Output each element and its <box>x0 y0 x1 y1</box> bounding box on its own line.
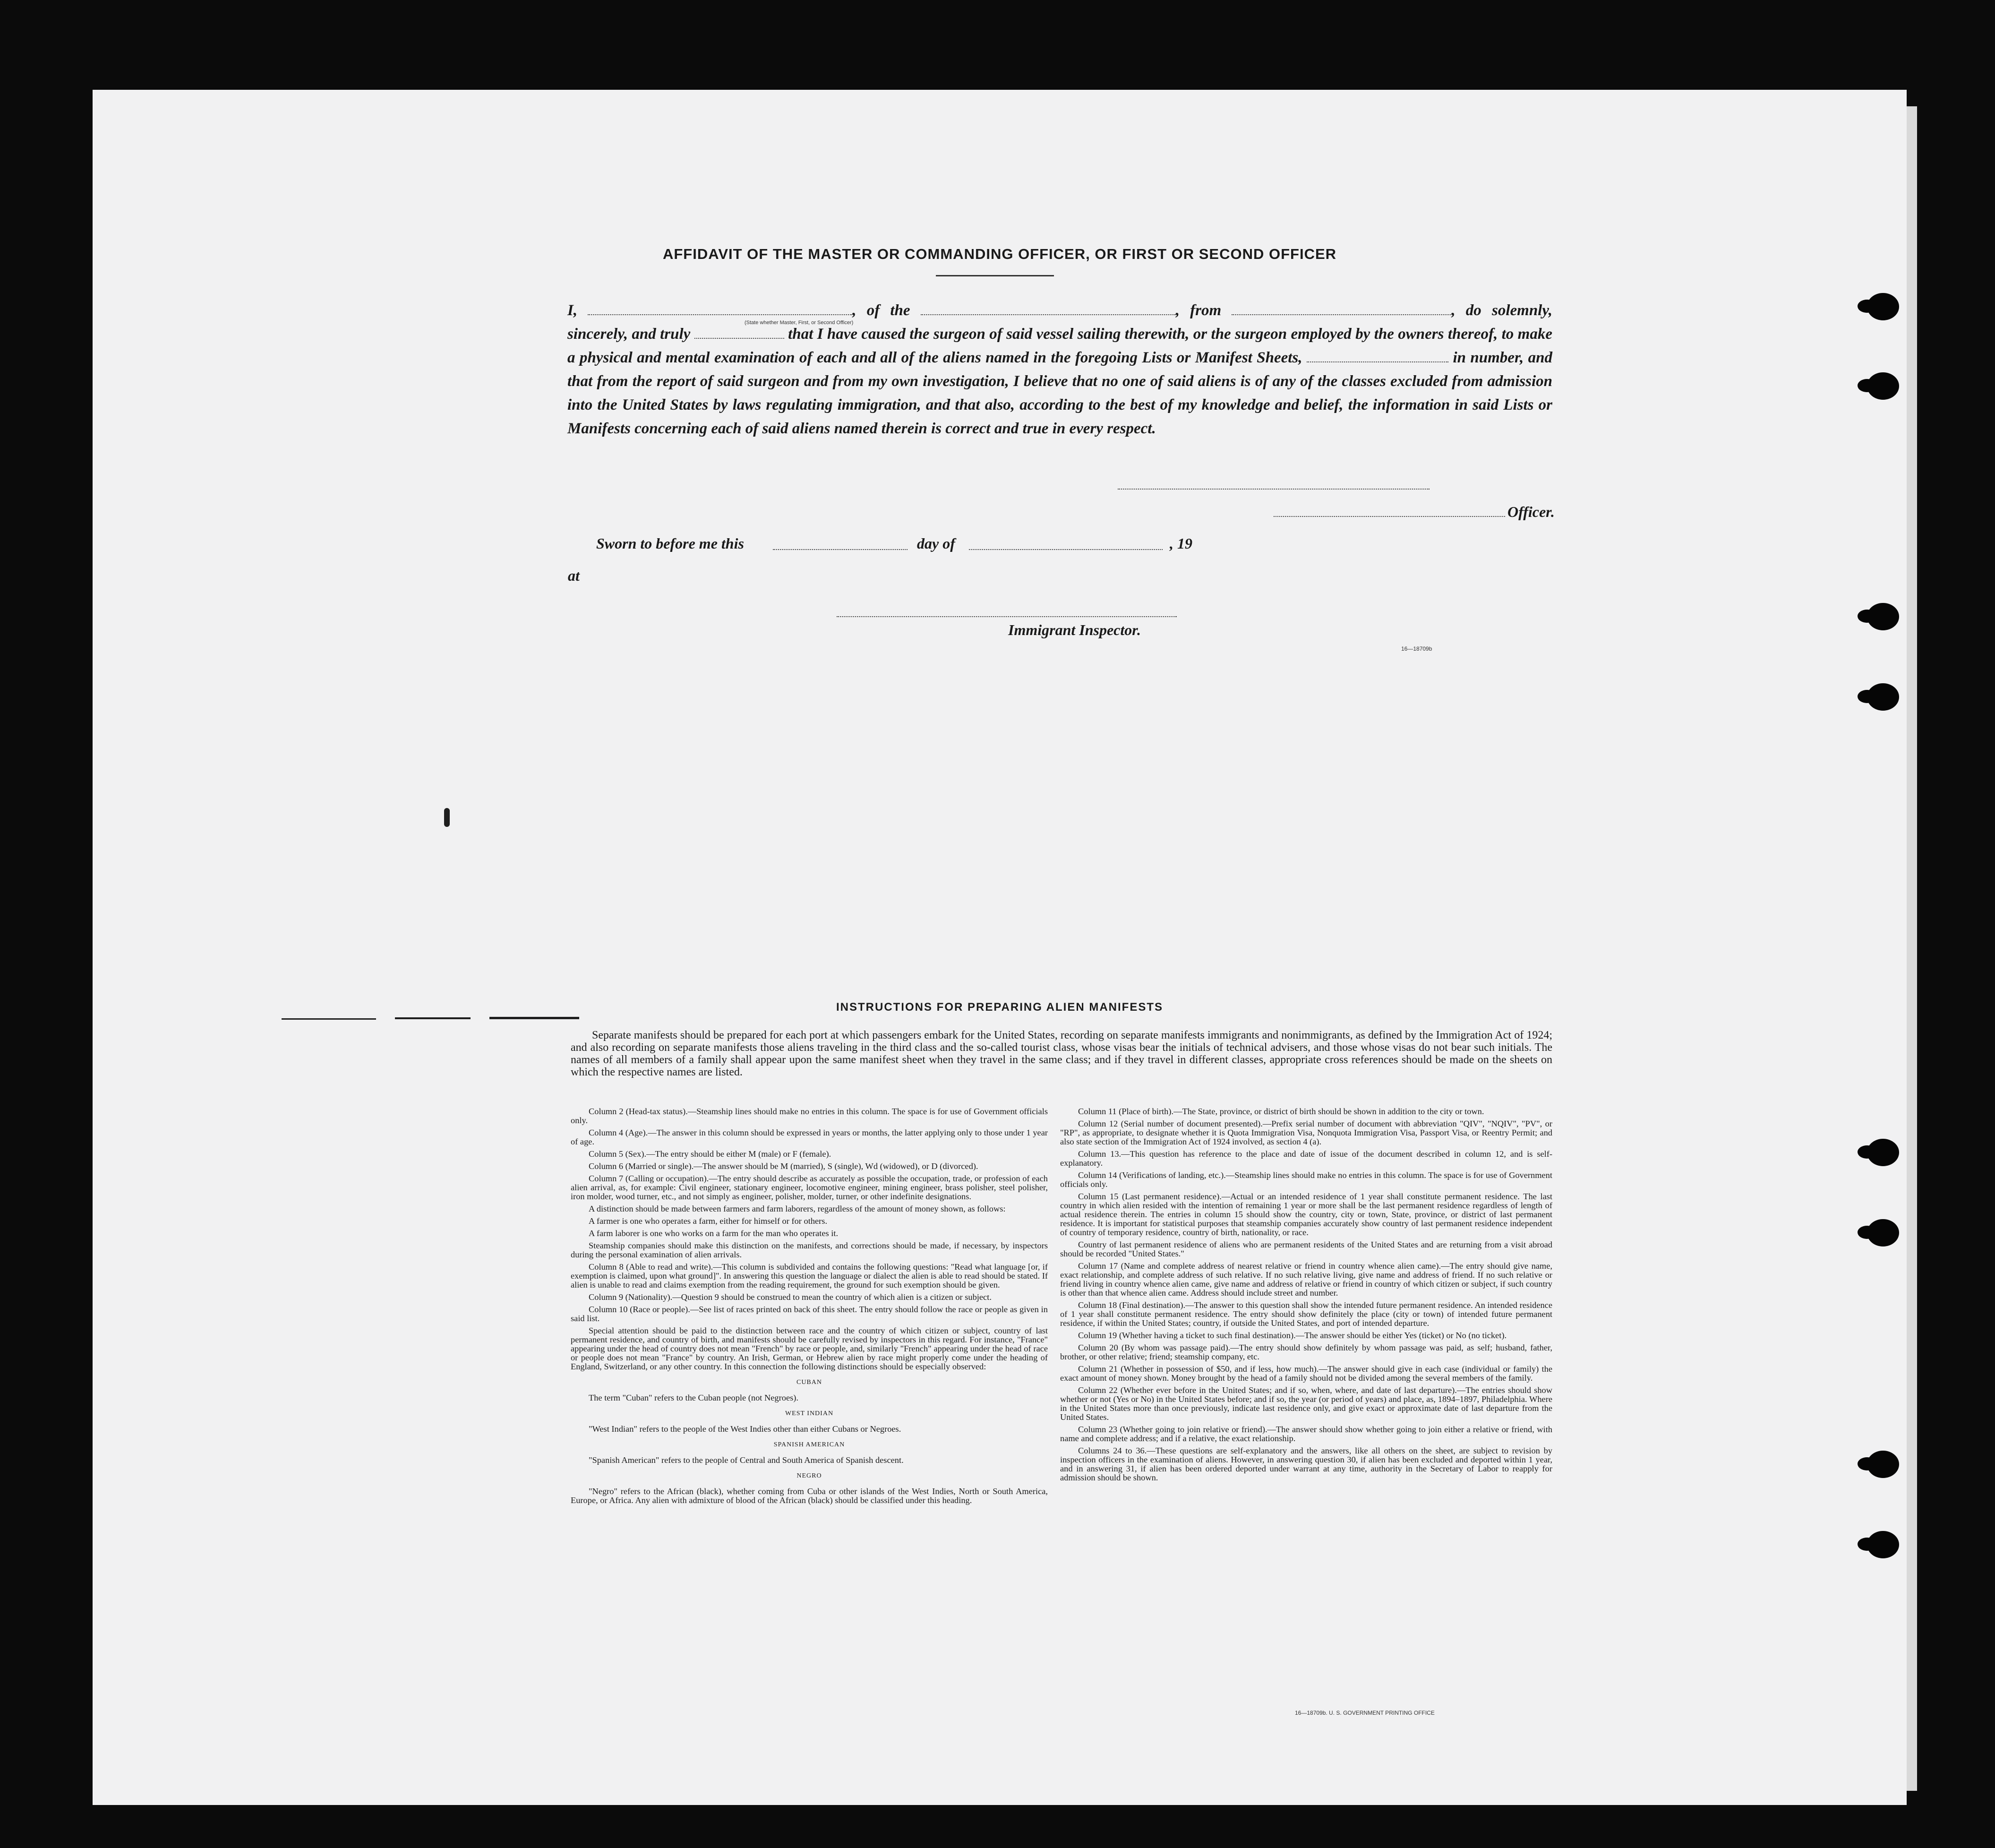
negro-definition: "Negro" refers to the African (black), whether coming from Cuba or other islands of the West Indies, North or South America, Europe, or Africa. Any alien with admixture of blood of the African (black) should be classified under this heading. <box>571 1487 1048 1505</box>
affidavit-investigation-clause: in number, and that from the report of said surgeon and from my own investigation, I believe that no one of said aliens is of any of the classes excluded from admission into the United States by laws regulating immigration, and that also, according to the best of my knowledge and belief, the information in said Lists or Manifests concerning each of said aliens named therein is correct and true in every respect. <box>567 349 1553 437</box>
scan-streak <box>395 1017 471 1019</box>
form-code: 16—18709b <box>1401 645 1432 652</box>
instruction-paragraph: Column 2 (Head-tax status).—Steamship lines should make no entries in this column. The space is for use of Government officials only. <box>571 1107 1048 1125</box>
vessel-name-blank[interactable] <box>921 303 1176 315</box>
instruction-paragraph: Column 22 (Whether ever before in the United States; and if so, when, where, and date of last departure).—The entries should show whether or not (Yes or No) in the United States before; and if so, the year (or period of years) and place, as, 1894–1897, Philadelphia. Where in the United States more than once previously, indicate last residence only, and give exact or approximate date of last departure from the United States. <box>1060 1385 1552 1422</box>
punch-hole <box>1867 683 1899 711</box>
instruction-paragraph: Column 8 (Able to read and write).—This column is subdivided and contains the following questions: "Read what language [or, if exemption is claimed, upon what ground]". In answering this question the language or dialect the alien is able to read should be stated. If alien is unable to read and claims exemption from the reading requirement, the ground for such exemption should be given. <box>571 1262 1048 1289</box>
instruction-paragraph: Column 9 (Nationality).—Question 9 should be construed to mean the country of which alien is a citizen or subject. <box>589 1292 992 1302</box>
instruction-paragraph: Column 7 (Calling or occupation).—The entry should describe as accurately as possible the occupation, trade, or profession of each alien arrival, as, for example: Civil engineer, stationary engineer, locomotive engineer, mining engineer, brass polisher, steel polisher, iron molder, wood turner, etc., and not simply as engineer, polisher, molder, turner, or other indefinite designations. <box>571 1174 1048 1201</box>
instruction-paragraph: Column 13.—This question has reference to the place and date of issue of the document described in column 12, and is self-explanatory. <box>1060 1149 1552 1168</box>
cuban-definition: The term "Cuban" refers to the Cuban people (not Negroes). <box>589 1393 798 1402</box>
affidavit-do: , do <box>1451 302 1481 319</box>
affidavit-i: I, <box>567 302 578 319</box>
instructions-intro: Separate manifests should be prepared for each port at which passengers embark for the United States, recording on separate manifests immigrants and nonimmigrants, as defined by the Immigration Act of 1924; and also recording on separate manifests those aliens traveling in the third class and the so-called tourist class, whose visas bear the initials of technical advisers, and those whose visas do not bear such initials. The names of all members of a family shall appear upon the same manifest sheet when they travel in the same class; and if they travel in different classes, appropriate cross references should be made on the sheets on which the respective names are listed. <box>571 1029 1552 1078</box>
instruction-paragraph: Country of last permanent residence of aliens who are permanent residents of the United States and are returning from a visit abroad should be recorded "United States." <box>1060 1240 1552 1258</box>
scan-speck <box>444 808 450 827</box>
instruction-paragraph: Column 11 (Place of birth).—The State, province, or district of birth should be shown in addition to the city or town. <box>1078 1107 1484 1116</box>
spanish-american-definition: "Spanish American" refers to the people of Central and South America of Spanish descent. <box>589 1455 904 1465</box>
inspector-label: Immigrant Inspector. <box>1008 621 1141 638</box>
document-page <box>93 90 1907 1805</box>
punch-hole <box>1867 1451 1899 1478</box>
page-edge-strip <box>1907 106 1917 1791</box>
heading-west-indian: WEST INDIAN <box>785 1410 834 1417</box>
punch-hole <box>1867 1219 1899 1246</box>
instruction-paragraph: Column 15 (Last permanent residence).—Actual or an intended residence of 1 year shall constitute permanent residence. The last country in which alien resided with the intention of remaining 1 year or more shall be the last permanent residence regardless of length of actual residence therein. The entries in column 15 should show the country, city or town, State, province, or district of last permanent residence. It is important for statistical purposes that steamship companies accurately show country of last permanent residence independent of country of temporary residence, country of birth, nationality, or race. <box>1060 1192 1552 1237</box>
at-text: at <box>568 567 580 584</box>
printing-office-code: 16—18709b. U. S. GOVERNMENT PRINTING OFFICE <box>1295 1710 1435 1716</box>
instructions-left-column <box>571 1107 1048 1508</box>
alien-count-blank[interactable] <box>1307 350 1448 362</box>
officer-name-blank[interactable] <box>588 303 852 315</box>
instruction-paragraph: Column 23 (Whether going to join relative or friend).—The answer should show whether going to join either a relative or friend, with name and complete address; and if a relative, the exact relationship. <box>1060 1425 1552 1443</box>
officer-label: Officer. <box>1507 503 1555 520</box>
instruction-paragraph: Steamship companies should make this distinction on the manifests, and corrections should be made, if necessary, by inspectors during the personal examination of alien arrivals. <box>571 1241 1048 1259</box>
instruction-paragraph: Column 17 (Name and complete address of nearest relative or friend in country whence alien came).—The entry should give name, exact relationship, and complete address of such relative. If no such relative living, give name and address of friend. If no such relative or friend living in country whence alien came, give name and address of relative or friend in country of which citizen or subject, if such country is other than that whence alien came. Address should include street and number. <box>1060 1261 1552 1298</box>
instruction-paragraph: Column 18 (Final destination).—The answer to this question shall show the intended future permanent residence. An intended residence of 1 year shall constitute permanent residence. The entry should show definitely the place (city or town) of intended future permanent residence, if within the United States; country, if outside the United States, and port of intended departure. <box>1060 1300 1552 1328</box>
punch-hole <box>1867 293 1899 320</box>
heading-cuban: CUBAN <box>796 1379 822 1386</box>
title-underline <box>936 275 1054 276</box>
heading-spanish-american: SPANISH AMERICAN <box>773 1441 845 1448</box>
instruction-paragraph: Column 12 (Serial number of document presented).—Prefix serial number of document with abbreviation "QIV", "NQIV", "PV", or "RP", as appropriate, to designate whether it is Quota Immigration Visa, Nonquota Immigration Visa, Passport Visa, or Reentry Permit; and also state section of the Immigration Act of 1924 involved, as section 4 (a). <box>1060 1119 1552 1146</box>
officer-rank-note: (State whether Master, First, or Second Officer) <box>745 320 854 326</box>
punch-hole <box>1867 372 1899 400</box>
inspector-signature-line[interactable] <box>837 615 1177 617</box>
scan-streak <box>282 1018 376 1020</box>
affidavit-of-the: , of the <box>852 302 910 319</box>
instructions-title: INSTRUCTIONS FOR PREPARING ALIEN MANIFESTS <box>836 1001 1163 1014</box>
heading-negro: NEGRO <box>796 1472 822 1479</box>
instruction-paragraph: A farmer is one who operates a farm, either for himself or for others. <box>589 1216 828 1226</box>
instruction-paragraph: Column 4 (Age).—The answer in this column should be expressed in years or months, the latter applying only to those under 1 year of age. <box>571 1128 1048 1146</box>
affidavit-solemnly: solemnly, sincerely, and truly <box>567 302 1553 343</box>
instruction-paragraph: A distinction should be made between farmers and farm laborers, regardless of the amount of money shown, as follows: <box>589 1204 1006 1213</box>
instruction-paragraph: Columns 24 to 36.—These questions are self-explanatory and the answers, like all others on the sheet, are subject to revision by inspection officers in the examination of aliens. However, in answering question 30, if alien has been excluded and deported within 1 year, and in answering 31, if alien has been ordered deported under warrant at any time, authority in the Secretary of Labor to reapply for admission should be shown. <box>1060 1446 1552 1482</box>
instruction-paragraph: Special attention should be paid to the distinction between race and the country of which citizen or subject, country of last permanent residence, and country of birth, and manifests should be carefully revised by inspectors in this regard. For instance, "France" appearing under the head of country does not mean "French" by race or people, and, similarly "French" appearing under the head of race or people does not mean "France" by country. An Irish, German, or Hebrew alien by race might properly come under the heading of England, Switzerland, or any other country. In this connection the following distinctions should be especially observed: <box>571 1326 1048 1371</box>
west-indian-definition: "West Indian" refers to the people of the West Indies other than either Cubans or Negroes. <box>589 1424 901 1434</box>
day-of-text: day of <box>917 535 955 552</box>
oath-form-blank[interactable] <box>694 327 784 339</box>
affidavit-surgeon-clause: that I have caused the surgeon of said vessel sailing therewith, or the surgeon employed by the owners thereof, to make a physical and mental examination of each and all of the aliens named in the foregoing Lists or Manifest Sheets, <box>567 326 1552 366</box>
sworn-day-blank[interactable] <box>773 548 908 550</box>
year-prefix: , 19 <box>1170 535 1192 552</box>
instruction-paragraph: Column 14 (Verifications of landing, etc.).—Steamship lines should make no entries in this column. The space is for use of Government officials only. <box>1060 1170 1552 1189</box>
instruction-paragraph: Column 21 (Whether in possession of $50, and if less, how much).—The answer should give in each case (individual or family) the exact amount of money shown. Money brought by the head of a family should not be divided among the several members of the family. <box>1060 1364 1552 1383</box>
affidavit-from: , from <box>1175 302 1222 319</box>
sworn-text: Sworn to before me this <box>596 535 744 552</box>
affidavit-title: AFFIDAVIT OF THE MASTER OR COMMANDING OFFICER, OR FIRST OR SECOND OFFICER <box>662 246 1337 262</box>
punch-hole <box>1867 603 1899 630</box>
officer-signature-line[interactable] <box>1118 488 1430 490</box>
scan-streak <box>489 1017 579 1019</box>
instruction-paragraph: Column 20 (By whom was passage paid).—The entry should show definitely by whom passage was paid, as self; husband, father, brother, or other relative; friend; steamship company, etc. <box>1060 1343 1552 1361</box>
departure-port-blank[interactable] <box>1232 303 1451 315</box>
instruction-paragraph: Column 6 (Married or single).—The answer should be M (married), S (single), Wd (widowed), or D (divorced). <box>589 1161 978 1171</box>
instruction-paragraph: A farm laborer is one who works on a farm for the man who operates it. <box>589 1229 839 1238</box>
officer-title-line[interactable] <box>1274 515 1505 517</box>
instruction-paragraph: Column 10 (Race or people).—See list of races printed on back of this sheet. The entry should follow the race or people as given in said list. <box>571 1305 1048 1323</box>
affidavit-body <box>567 299 1552 440</box>
punch-hole <box>1867 1139 1899 1166</box>
instruction-paragraph: Column 5 (Sex).—The entry should be either M (male) or F (female). <box>589 1149 831 1159</box>
punch-hole <box>1867 1531 1899 1558</box>
instruction-paragraph: Column 19 (Whether having a ticket to such final destination).—The answer should be either Yes (ticket) or No (no ticket). <box>1078 1331 1507 1340</box>
sworn-month-blank[interactable] <box>969 548 1163 550</box>
instructions-right-column <box>1060 1107 1552 1486</box>
